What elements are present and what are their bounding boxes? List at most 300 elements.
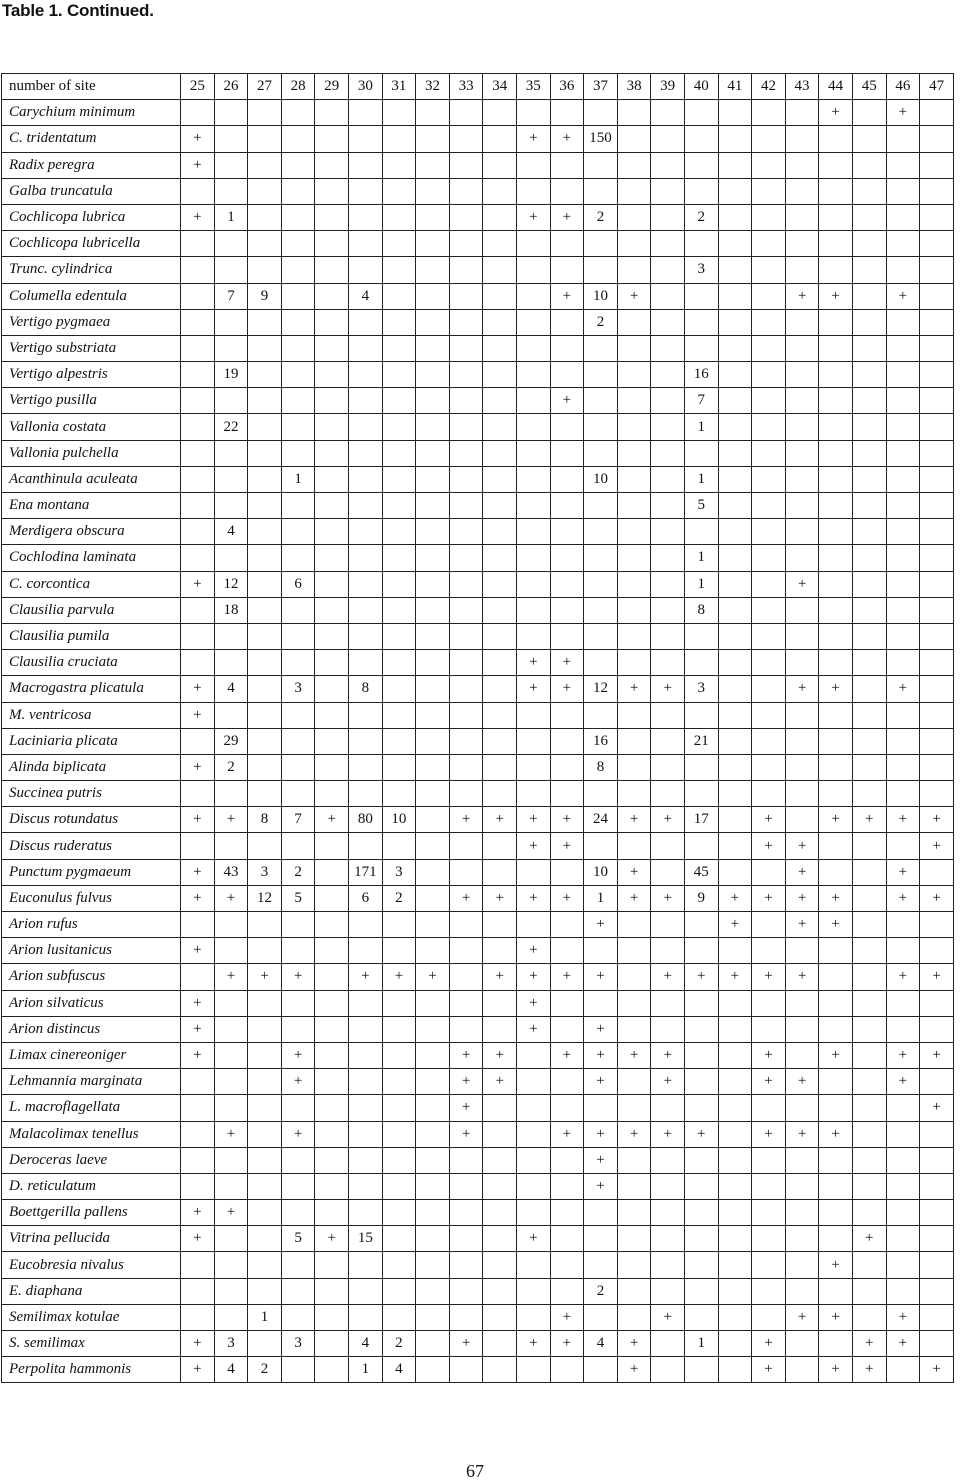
- table-cell: [349, 1016, 383, 1042]
- table-row: [2, 388, 954, 414]
- table-cell: [517, 362, 551, 388]
- table-cell: [886, 388, 920, 414]
- table-cell: [517, 309, 551, 335]
- site-number-header: 28: [281, 74, 315, 100]
- table-cell: [449, 1016, 483, 1042]
- table-cell: [281, 650, 315, 676]
- table-cell: [416, 623, 450, 649]
- table-cell: [349, 545, 383, 571]
- table-cell: [852, 1200, 886, 1226]
- table-cell: [517, 623, 551, 649]
- table-cell: +: [181, 859, 215, 885]
- table-cell: [785, 1173, 819, 1199]
- species-name: Arion subfuscus: [2, 964, 181, 990]
- species-name: E. diaphana: [2, 1278, 181, 1304]
- table-cell: 2: [584, 309, 618, 335]
- table-cell: [752, 676, 786, 702]
- table-cell: [281, 938, 315, 964]
- table-cell: [382, 545, 416, 571]
- table-cell: [517, 1095, 551, 1121]
- table-cell: [920, 571, 954, 597]
- table-cell: [248, 990, 282, 1016]
- table-cell: [214, 152, 248, 178]
- table-cell: [852, 388, 886, 414]
- table-cell: +: [785, 859, 819, 885]
- table-cell: [550, 414, 584, 440]
- table-cell: [920, 990, 954, 1016]
- table-cell: 10: [382, 807, 416, 833]
- table-cell: [181, 440, 215, 466]
- table-cell: [752, 781, 786, 807]
- species-name: Eucobresia nivalus: [2, 1252, 181, 1278]
- table-cell: [416, 754, 450, 780]
- table-cell: [449, 912, 483, 938]
- table-cell: +: [550, 1121, 584, 1147]
- table-cell: [449, 781, 483, 807]
- table-cell: +: [785, 1121, 819, 1147]
- table-cell: [382, 100, 416, 126]
- table-cell: [517, 231, 551, 257]
- table-cell: [248, 519, 282, 545]
- species-name: Galba truncatula: [2, 178, 181, 204]
- table-cell: [517, 1304, 551, 1330]
- table-cell: [718, 1226, 752, 1252]
- table-cell: [617, 152, 651, 178]
- table-cell: [752, 414, 786, 440]
- table-cell: +: [752, 833, 786, 859]
- table-cell: [416, 885, 450, 911]
- table-cell: +: [617, 1357, 651, 1383]
- table-cell: +: [382, 964, 416, 990]
- table-cell: [416, 309, 450, 335]
- table-cell: [382, 283, 416, 309]
- table-cell: [684, 1069, 718, 1095]
- table-cell: [819, 650, 853, 676]
- table-cell: [886, 309, 920, 335]
- table-cell: [449, 1173, 483, 1199]
- table-cell: 43: [214, 859, 248, 885]
- table-cell: [416, 1042, 450, 1068]
- table-cell: [483, 178, 517, 204]
- table-cell: [785, 650, 819, 676]
- table-cell: [382, 990, 416, 1016]
- table-cell: [886, 1278, 920, 1304]
- table-cell: [483, 1095, 517, 1121]
- table-cell: +: [315, 807, 349, 833]
- table-cell: [315, 1042, 349, 1068]
- table-cell: [281, 204, 315, 230]
- table-cell: [852, 1147, 886, 1173]
- table-cell: [886, 912, 920, 938]
- table-cell: 2: [382, 1331, 416, 1357]
- table-cell: [852, 1016, 886, 1042]
- table-cell: [584, 440, 618, 466]
- site-number-header: 27: [248, 74, 282, 100]
- table-cell: [181, 388, 215, 414]
- table-cell: [416, 807, 450, 833]
- table-cell: [651, 519, 685, 545]
- table-cell: +: [752, 1069, 786, 1095]
- table-cell: [651, 414, 685, 440]
- table-cell: [651, 623, 685, 649]
- table-cell: [617, 545, 651, 571]
- table-cell: [617, 1147, 651, 1173]
- table-cell: [852, 728, 886, 754]
- table-cell: [718, 204, 752, 230]
- table-cell: [248, 545, 282, 571]
- table-cell: [819, 623, 853, 649]
- table-cell: [315, 728, 349, 754]
- table-cell: [718, 807, 752, 833]
- table-cell: [248, 1095, 282, 1121]
- table-cell: [248, 1331, 282, 1357]
- table-cell: [315, 335, 349, 361]
- table-cell: [852, 231, 886, 257]
- table-cell: [550, 1069, 584, 1095]
- table-cell: [315, 1069, 349, 1095]
- table-cell: [449, 676, 483, 702]
- table-cell: [214, 1252, 248, 1278]
- table-cell: [483, 309, 517, 335]
- table-row: [2, 100, 954, 126]
- table-cell: [785, 1252, 819, 1278]
- table-cell: [819, 362, 853, 388]
- table-cell: [550, 178, 584, 204]
- table-cell: [819, 781, 853, 807]
- table-cell: +: [517, 807, 551, 833]
- table-cell: 24: [584, 807, 618, 833]
- table-cell: [785, 519, 819, 545]
- table-cell: [785, 781, 819, 807]
- table-cell: [281, 702, 315, 728]
- table-cell: [584, 597, 618, 623]
- table-cell: +: [584, 1069, 618, 1095]
- table-cell: [248, 754, 282, 780]
- table-cell: [281, 833, 315, 859]
- table-cell: [920, 938, 954, 964]
- table-row: [2, 728, 954, 754]
- table-cell: [752, 493, 786, 519]
- table-cell: +: [181, 885, 215, 911]
- table-cell: [617, 100, 651, 126]
- table-cell: [920, 597, 954, 623]
- table-cell: [349, 623, 383, 649]
- table-cell: [550, 990, 584, 1016]
- table-cell: +: [181, 702, 215, 728]
- table-row: [2, 231, 954, 257]
- species-name: Punctum pygmaeum: [2, 859, 181, 885]
- table-cell: [349, 126, 383, 152]
- table-cell: [651, 1200, 685, 1226]
- table-cell: [920, 152, 954, 178]
- table-cell: [416, 1357, 450, 1383]
- table-cell: [449, 178, 483, 204]
- table-cell: [315, 571, 349, 597]
- table-cell: +: [651, 1042, 685, 1068]
- table-cell: +: [886, 807, 920, 833]
- table-cell: [281, 597, 315, 623]
- table-cell: [785, 100, 819, 126]
- table-cell: [382, 833, 416, 859]
- table-cell: [248, 309, 282, 335]
- table-cell: [281, 781, 315, 807]
- table-row: [2, 204, 954, 230]
- table-cell: 7: [684, 388, 718, 414]
- table-cell: +: [550, 1331, 584, 1357]
- table-cell: [752, 100, 786, 126]
- table-cell: [315, 126, 349, 152]
- table-cell: [752, 912, 786, 938]
- table-cell: [416, 676, 450, 702]
- table-cell: [382, 493, 416, 519]
- table-cell: +: [181, 754, 215, 780]
- species-name: Vertigo pygmaea: [2, 309, 181, 335]
- species-name: Malacolimax tenellus: [2, 1121, 181, 1147]
- table-cell: +: [281, 1121, 315, 1147]
- table-cell: [181, 1121, 215, 1147]
- table-cell: 9: [248, 283, 282, 309]
- table-cell: [214, 388, 248, 414]
- table-cell: [651, 1173, 685, 1199]
- table-cell: 2: [248, 1357, 282, 1383]
- table-cell: [550, 571, 584, 597]
- table-cell: [752, 623, 786, 649]
- table-cell: [584, 100, 618, 126]
- table-cell: +: [718, 912, 752, 938]
- site-number-header: 39: [651, 74, 685, 100]
- table-cell: [718, 493, 752, 519]
- table-cell: [550, 335, 584, 361]
- table-row: [2, 1121, 954, 1147]
- table-cell: [181, 597, 215, 623]
- table-cell: [785, 1357, 819, 1383]
- table-cell: [617, 1226, 651, 1252]
- table-cell: [752, 231, 786, 257]
- table-cell: +: [886, 283, 920, 309]
- species-name: L. macroflagellata: [2, 1095, 181, 1121]
- table-cell: [852, 100, 886, 126]
- table-cell: [684, 833, 718, 859]
- table-cell: [483, 571, 517, 597]
- table-cell: [785, 1095, 819, 1121]
- table-cell: [349, 309, 383, 335]
- table-cell: +: [718, 964, 752, 990]
- table-cell: [819, 309, 853, 335]
- table-cell: [651, 859, 685, 885]
- table-cell: [920, 754, 954, 780]
- table-cell: +: [920, 807, 954, 833]
- table-cell: [248, 1200, 282, 1226]
- table-cell: [852, 152, 886, 178]
- table-cell: [617, 912, 651, 938]
- table-cell: [920, 1252, 954, 1278]
- table-cell: 10: [584, 283, 618, 309]
- table-cell: [449, 257, 483, 283]
- table-cell: [617, 833, 651, 859]
- table-cell: [315, 178, 349, 204]
- table-cell: [718, 545, 752, 571]
- site-number-header: 40: [684, 74, 718, 100]
- table-cell: [785, 597, 819, 623]
- table-cell: +: [920, 885, 954, 911]
- table-cell: [315, 912, 349, 938]
- table-cell: [886, 414, 920, 440]
- table-cell: [449, 100, 483, 126]
- table-cell: [886, 466, 920, 492]
- table-cell: +: [550, 964, 584, 990]
- table-cell: [214, 335, 248, 361]
- table-cell: [617, 126, 651, 152]
- table-cell: [281, 1147, 315, 1173]
- table-cell: [920, 388, 954, 414]
- table-row: [2, 152, 954, 178]
- table-cell: [550, 1095, 584, 1121]
- table-cell: 1: [684, 414, 718, 440]
- table-cell: [651, 1095, 685, 1121]
- table-cell: [315, 362, 349, 388]
- table-cell: [584, 388, 618, 414]
- table-cell: [248, 493, 282, 519]
- table-cell: +: [617, 1121, 651, 1147]
- table-cell: [920, 781, 954, 807]
- table-cell: [416, 597, 450, 623]
- table-cell: +: [651, 676, 685, 702]
- table-cell: [248, 1121, 282, 1147]
- table-cell: [785, 938, 819, 964]
- species-name: Vertigo alpestris: [2, 362, 181, 388]
- table-cell: [617, 754, 651, 780]
- table-cell: +: [315, 1226, 349, 1252]
- table-cell: +: [281, 964, 315, 990]
- table-cell: [785, 335, 819, 361]
- table-row: [2, 1147, 954, 1173]
- table-cell: [483, 1147, 517, 1173]
- table-cell: [382, 1252, 416, 1278]
- table-cell: [349, 1147, 383, 1173]
- table-cell: [852, 493, 886, 519]
- table-cell: [416, 152, 450, 178]
- species-name: Cochlicopa lubrica: [2, 204, 181, 230]
- table-cell: [819, 728, 853, 754]
- table-cell: [248, 1173, 282, 1199]
- table-cell: [248, 676, 282, 702]
- table-cell: [281, 178, 315, 204]
- table-cell: [651, 728, 685, 754]
- table-cell: [416, 362, 450, 388]
- table-cell: [785, 493, 819, 519]
- table-cell: [281, 1200, 315, 1226]
- site-number-header: 45: [852, 74, 886, 100]
- table-cell: [684, 1304, 718, 1330]
- table-cell: 16: [684, 362, 718, 388]
- table-cell: [349, 1304, 383, 1330]
- table-cell: [684, 1226, 718, 1252]
- table-cell: [819, 440, 853, 466]
- table-cell: [517, 100, 551, 126]
- table-cell: [584, 414, 618, 440]
- table-cell: [449, 126, 483, 152]
- table-cell: [248, 126, 282, 152]
- table-cell: [181, 414, 215, 440]
- table-cell: [517, 597, 551, 623]
- table-cell: +: [886, 1069, 920, 1095]
- table-cell: [248, 152, 282, 178]
- table-cell: [449, 493, 483, 519]
- table-cell: [651, 493, 685, 519]
- table-cell: [449, 362, 483, 388]
- table-cell: [382, 597, 416, 623]
- table-cell: [920, 414, 954, 440]
- table-cell: 18: [214, 597, 248, 623]
- table-cell: [584, 1252, 618, 1278]
- table-row: [2, 807, 954, 833]
- table-cell: [617, 623, 651, 649]
- table-cell: [315, 702, 349, 728]
- table-cell: [349, 702, 383, 728]
- site-number-header: 44: [819, 74, 853, 100]
- table-cell: [752, 362, 786, 388]
- table-cell: [416, 519, 450, 545]
- table-cell: [886, 1200, 920, 1226]
- table-cell: [651, 204, 685, 230]
- table-cell: [684, 1147, 718, 1173]
- table-cell: [886, 440, 920, 466]
- table-cell: +: [920, 1042, 954, 1068]
- table-cell: [785, 754, 819, 780]
- table-cell: [852, 545, 886, 571]
- table-cell: [684, 309, 718, 335]
- table-cell: [517, 1200, 551, 1226]
- table-cell: [416, 1095, 450, 1121]
- table-cell: [483, 1226, 517, 1252]
- table-cell: [416, 388, 450, 414]
- table-cell: [617, 964, 651, 990]
- table-cell: [718, 178, 752, 204]
- table-cell: [752, 309, 786, 335]
- table-cell: [382, 1095, 416, 1121]
- table-cell: +: [886, 1042, 920, 1068]
- table-cell: [852, 362, 886, 388]
- species-name: Euconulus fulvus: [2, 885, 181, 911]
- table-cell: [752, 1252, 786, 1278]
- table-cell: [517, 335, 551, 361]
- table-cell: [852, 885, 886, 911]
- table-cell: [819, 1095, 853, 1121]
- table-cell: [382, 257, 416, 283]
- table-cell: [651, 1252, 685, 1278]
- table-cell: [617, 728, 651, 754]
- table-cell: [886, 519, 920, 545]
- species-name: Ena montana: [2, 493, 181, 519]
- table-cell: [886, 126, 920, 152]
- table-cell: [584, 1226, 618, 1252]
- table-cell: [684, 178, 718, 204]
- table-cell: [315, 519, 349, 545]
- table-cell: [483, 676, 517, 702]
- species-name: S. semilimax: [2, 1331, 181, 1357]
- table-cell: [449, 309, 483, 335]
- table-cell: [517, 1252, 551, 1278]
- table-row: [2, 754, 954, 780]
- table-cell: +: [483, 885, 517, 911]
- table-cell: [752, 1016, 786, 1042]
- table-cell: [718, 362, 752, 388]
- table-cell: [550, 728, 584, 754]
- table-cell: +: [550, 204, 584, 230]
- table-cell: [785, 388, 819, 414]
- table-cell: [684, 1357, 718, 1383]
- table-cell: [651, 571, 685, 597]
